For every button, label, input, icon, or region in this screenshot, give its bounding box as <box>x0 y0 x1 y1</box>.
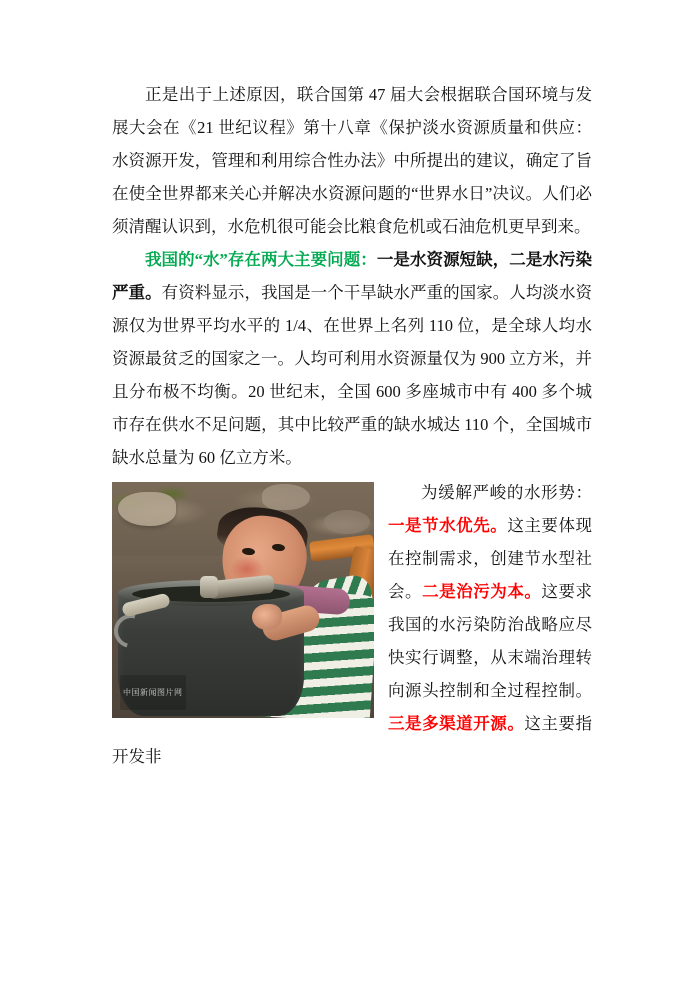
paragraph-3-red-2: 二是治污为本。 <box>422 582 542 601</box>
image-text-wrap-block <box>112 476 592 773</box>
photo-child-with-bucket <box>112 482 374 718</box>
paragraph-3-body-2: 这要求我国的水污染防治战略应尽快实行调整，从末端治理转向源头控制和全过程控制。 <box>388 582 592 700</box>
paragraph-2-bold-lead: 一是水资源短缺，二是水污染严重。 <box>112 250 593 302</box>
photo-watermark: 中国新闻图片网 <box>120 675 186 710</box>
paragraph-3-lead: 为缓解严峻的水形势： <box>421 483 592 502</box>
photo-rock-2 <box>262 484 310 510</box>
paragraph-3-body-1: 这主要体现在控制需求，创建节水型社会。 <box>388 516 592 601</box>
paragraph-3-red-1: 一是节水优先。 <box>388 516 508 535</box>
paragraph-3-body-3: 这主要指开发非 <box>112 714 592 766</box>
paragraph-2 <box>112 243 592 474</box>
document-body <box>112 78 592 773</box>
photo-rock-3 <box>324 510 370 534</box>
photo-rock-1 <box>118 492 176 526</box>
paragraph-1 <box>112 78 592 243</box>
paragraph-2-green-lead: 我国的“水”存在两大主要问题： <box>145 250 377 269</box>
photo-child-hand <box>252 604 282 630</box>
photo-water-spout-tip <box>200 576 218 598</box>
paragraph-2-body: 有资料显示，我国是一个干旱缺水严重的国家。人均淡水资源仅为世界平均水平的 1/4、在世界上名列 110 位，是全球人均水资源最贫乏的国家之一。人均可利用水资源量仅为 900 立方米，并且分布极不均衡。20 世纪末，全国 600 多座城市中有 400 多个城市存在供水不足问题，其中比较严重的缺水城达 110 个，全国城市缺水总量为 60 亿立方米。 <box>112 283 593 467</box>
paragraph-1-text: 正是出于上述原因，联合国第 47 届大会根据联合国环境与发展大会在《21 世纪议程》第十八章《保护淡水资源质量和供应：水资源开发，管理和利用综合性办法》中所提出的建议，确定了旨在使全世界都来关心并解决水资源问题的“世界水日”决议。人们必须清醒认识到，水危机很可能会比粮食危机或石油危机更早到来。 <box>112 85 592 236</box>
paragraph-3-red-3: 三是多渠道开源。 <box>388 714 525 733</box>
